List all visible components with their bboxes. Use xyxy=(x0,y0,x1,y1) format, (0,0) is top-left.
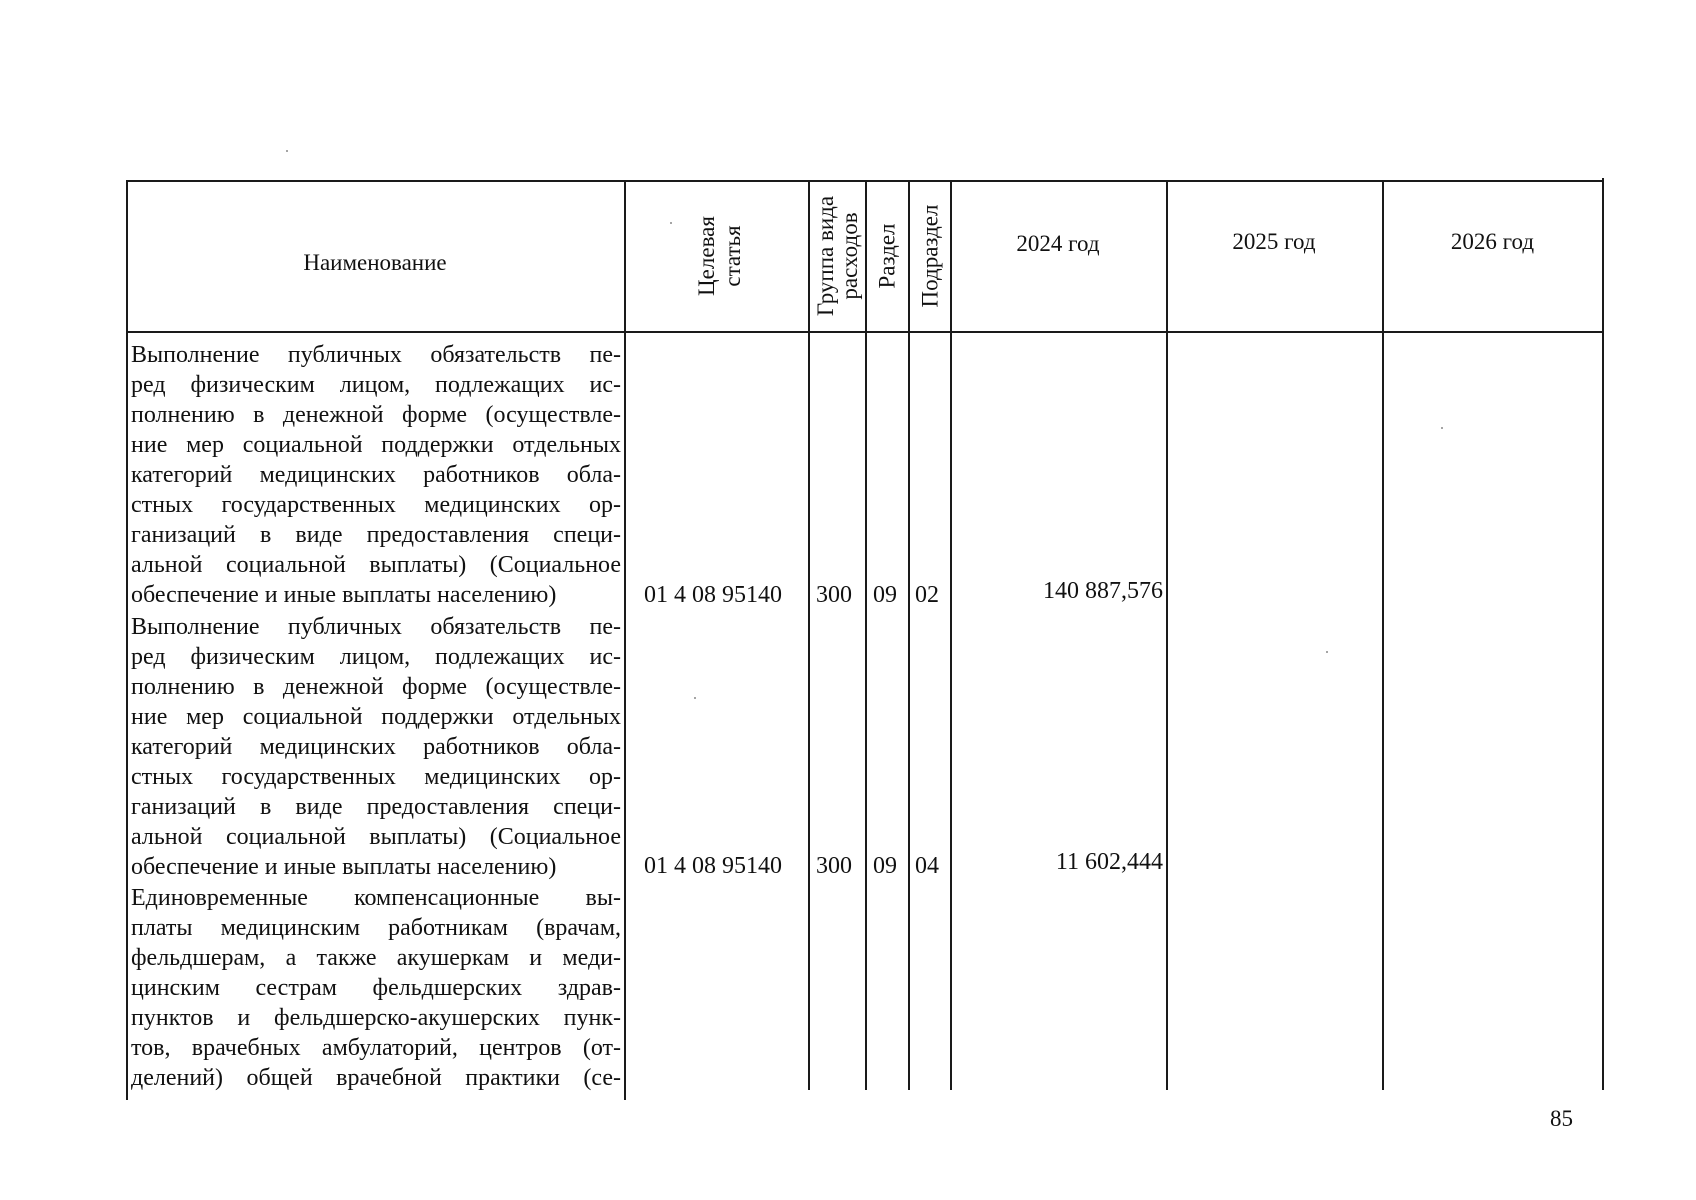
row-2-line-8: альной социальной выплаты) (Социальное xyxy=(131,824,621,850)
table-row-1-name xyxy=(131,340,621,610)
col-border-right xyxy=(1602,178,1604,1090)
row-1-expense-group: 300 xyxy=(816,582,852,608)
col-border-group xyxy=(865,180,867,1090)
row-1-line-7: ганизаций в виде предоставления специ- xyxy=(131,522,621,548)
col-border-left xyxy=(126,180,128,1100)
row-2-year-2024: 11 602,444 xyxy=(1055,849,1163,875)
table-row-3-name xyxy=(131,883,621,1093)
row-2-expense-group: 300 xyxy=(816,853,852,879)
row-1-line-6: стных государственных медицинских ор- xyxy=(131,492,621,518)
row-1-subsection: 02 xyxy=(915,582,939,608)
scan-speck xyxy=(286,150,288,152)
row-1-target-article: 01 4 08 95140 xyxy=(644,582,782,608)
col-border-section xyxy=(908,180,910,1090)
col-border-name xyxy=(624,180,626,1100)
row-3-line-6: тов, врачебных амбулаторий, центров (от- xyxy=(131,1035,621,1061)
row-1-line-1: Выполнение публичных обязательств пе- xyxy=(131,342,621,368)
row-3-line-1: Единовременные компенсационные вы- xyxy=(131,885,621,911)
col-border-2024 xyxy=(1166,180,1168,1090)
page-number: 85 xyxy=(1550,1106,1573,1131)
row-2-line-2: ред физическим лицом, подлежащих ис- xyxy=(131,644,621,670)
header-year-2025: 2025 год xyxy=(1232,229,1316,254)
row-1-section: 09 xyxy=(873,582,897,608)
row-2-line-6: стных государственных медицинских ор- xyxy=(131,764,621,790)
col-border-subsection xyxy=(950,180,952,1090)
row-2-line-1: Выполнение публичных обязательств пе- xyxy=(131,614,621,640)
row-1-line-3: полнению в денежной форме (осуществле- xyxy=(131,402,621,428)
row-2-subsection: 04 xyxy=(915,853,939,879)
header-expense-group: Группа вида расходов xyxy=(813,195,862,317)
row-3-line-7: делений) общей врачебной практики (се- xyxy=(131,1065,621,1091)
header-subsection: Подраздел xyxy=(917,204,943,308)
table-row-2-name xyxy=(131,612,621,882)
row-2-line-9: обеспечение и иные выплаты населению) xyxy=(131,854,557,880)
header-year-2024: 2024 год xyxy=(1016,231,1100,256)
row-1-line-9: обеспечение и иные выплаты населению) xyxy=(131,582,557,608)
scan-speck xyxy=(1326,651,1328,653)
header-year-2026: 2026 год xyxy=(1450,229,1535,254)
col-border-2025 xyxy=(1382,180,1384,1090)
row-3-line-5: пунктов и фельдшерско-акушерских пунк- xyxy=(131,1005,621,1031)
row-1-line-2: ред физическим лицом, подлежащих ис- xyxy=(131,372,621,398)
row-1-year-2024: 140 887,576 xyxy=(1043,578,1163,604)
row-2-section: 09 xyxy=(873,853,897,879)
scan-speck xyxy=(694,697,696,699)
scan-speck xyxy=(1441,427,1443,429)
row-2-target-article: 01 4 08 95140 xyxy=(644,853,782,879)
header-section: Раздел xyxy=(874,223,900,289)
header-name: Наименование xyxy=(303,250,447,275)
col-border-target xyxy=(808,180,810,1090)
scan-speck xyxy=(670,222,672,224)
row-3-line-4: цинским сестрам фельдшерских здрав- xyxy=(131,975,621,1001)
row-2-line-4: ние мер социальной поддержки отдельных xyxy=(131,704,621,730)
row-1-line-8: альной социальной выплаты) (Социальное xyxy=(131,552,621,578)
header-target-article: Целевая статья xyxy=(694,216,745,296)
row-1-line-5: категорий медицинских работников обла- xyxy=(131,462,621,488)
row-3-line-3: фельдшерам, а также акушеркам и меди- xyxy=(131,945,621,971)
row-3-line-2: платы медицинским работникам (врачам, xyxy=(131,915,621,941)
row-1-line-4: ние мер социальной поддержки отдельных xyxy=(131,432,621,458)
row-2-line-3: полнению в денежной форме (осуществле- xyxy=(131,674,621,700)
row-2-line-7: ганизаций в виде предоставления специ- xyxy=(131,794,621,820)
row-2-line-5: категорий медицинских работников обла- xyxy=(131,734,621,760)
